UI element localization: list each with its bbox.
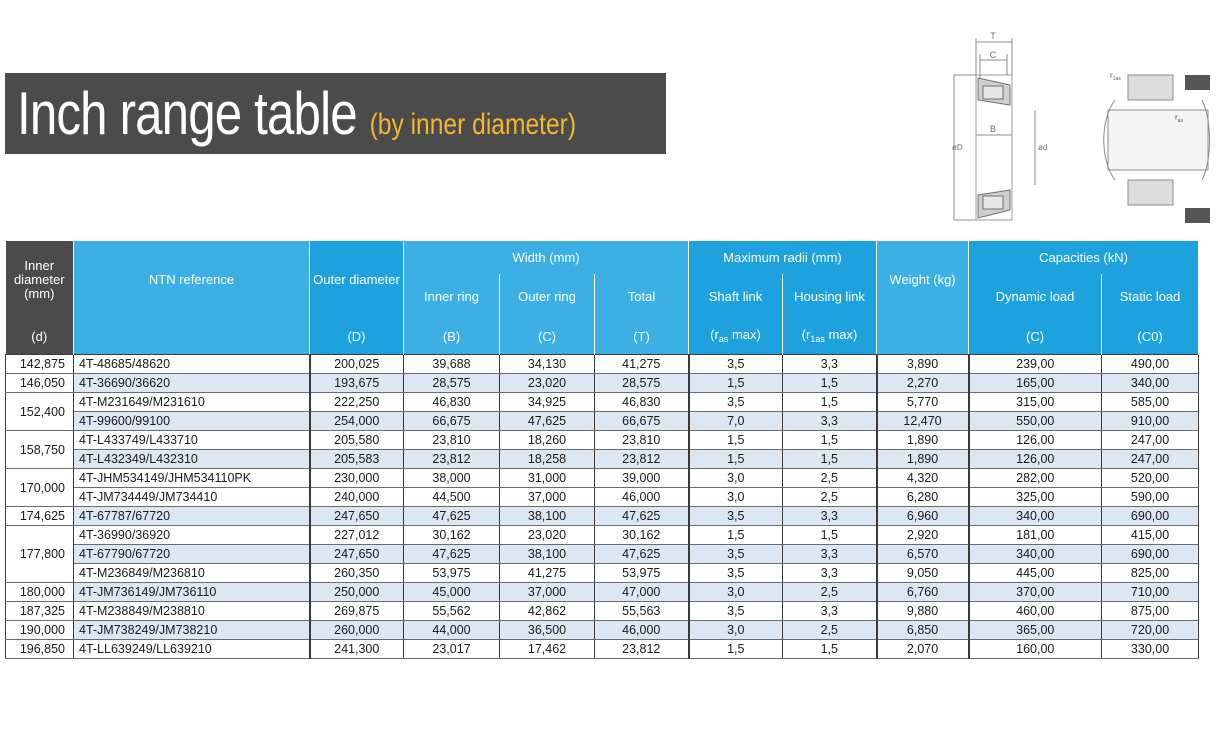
cell-outer-diameter: 205,583 bbox=[310, 450, 404, 469]
col-inner-diameter: Inner diameter (mm) bbox=[6, 241, 74, 319]
roller-top bbox=[978, 78, 1010, 105]
col-static-load: Static load bbox=[1102, 274, 1199, 319]
cell-housing-link: 3,3 bbox=[783, 545, 877, 564]
cell-outer-diameter: 227,012 bbox=[310, 526, 404, 545]
col-inner-ring: Inner ring bbox=[404, 274, 500, 319]
cell-outer-diameter: 240,000 bbox=[310, 488, 404, 507]
cell-outer-diameter: 247,650 bbox=[310, 545, 404, 564]
page-title bbox=[17, 73, 576, 165]
cell-static-load: 247,00 bbox=[1102, 450, 1199, 469]
cell-weight: 6,570 bbox=[877, 545, 969, 564]
cell-ntn-reference: 4T-67790/67720 bbox=[74, 545, 310, 564]
cell-static-load: 910,00 bbox=[1102, 412, 1199, 431]
cell-outer-diameter: 250,000 bbox=[310, 583, 404, 602]
cell-housing-link: 3,3 bbox=[783, 412, 877, 431]
cell-shaft-link: 3,5 bbox=[689, 393, 783, 412]
table-row bbox=[6, 564, 1199, 583]
cell-inner-ring: 39,688 bbox=[404, 355, 500, 374]
col-shaft-link: Shaft link bbox=[689, 274, 783, 319]
cell-static-load: 490,00 bbox=[1102, 355, 1199, 374]
title-subtitle: (by inner diameter) bbox=[369, 108, 577, 141]
col-group-capacities: Capacities (kN) bbox=[969, 241, 1199, 274]
cell-ntn-reference: 4T-48685/48620 bbox=[74, 355, 310, 374]
cell-shaft-link: 1,5 bbox=[689, 640, 783, 659]
cell-weight: 2,270 bbox=[877, 374, 969, 393]
col-outer-ring: Outer ring bbox=[500, 274, 595, 319]
cell-shaft-link: 3,5 bbox=[689, 355, 783, 374]
cell-dynamic-load: 340,00 bbox=[969, 507, 1102, 526]
cell-dynamic-load: 365,00 bbox=[969, 621, 1102, 640]
cell-outer-ring: 31,000 bbox=[500, 469, 595, 488]
cell-total: 55,563 bbox=[595, 602, 689, 621]
cell-static-load: 520,00 bbox=[1102, 469, 1199, 488]
sym-empty bbox=[74, 319, 310, 355]
cell-inner-diameter: 180,000 bbox=[6, 583, 74, 602]
cell-inner-diameter: 158,750 bbox=[6, 431, 74, 469]
cell-total: 53,975 bbox=[595, 564, 689, 583]
cell-shaft-link: 1,5 bbox=[689, 374, 783, 393]
cell-housing-link: 2,5 bbox=[783, 488, 877, 507]
cell-outer-ring: 38,100 bbox=[500, 545, 595, 564]
cell-housing-link: 3,3 bbox=[783, 507, 877, 526]
sym-dynamic: (C) bbox=[969, 319, 1102, 355]
cell-dynamic-load: 165,00 bbox=[969, 374, 1102, 393]
cell-inner-diameter: 152,400 bbox=[6, 393, 74, 431]
cell-dynamic-load: 340,00 bbox=[969, 545, 1102, 564]
sym-t: (T) bbox=[595, 319, 689, 355]
table-row bbox=[6, 450, 1199, 469]
cell-total: 30,162 bbox=[595, 526, 689, 545]
cell-static-load: 690,00 bbox=[1102, 545, 1199, 564]
cell-outer-ring: 18,258 bbox=[500, 450, 595, 469]
cell-total: 28,575 bbox=[595, 374, 689, 393]
cell-outer-ring: 23,020 bbox=[500, 526, 595, 545]
cell-shaft-link: 3,5 bbox=[689, 602, 783, 621]
cell-static-load: 415,00 bbox=[1102, 526, 1199, 545]
cell-weight: 3,890 bbox=[877, 355, 969, 374]
cell-ntn-reference: 4T-JM734449/JM734410 bbox=[74, 488, 310, 507]
cell-housing-link: 1,5 bbox=[783, 374, 877, 393]
col-dynamic-load: Dynamic load bbox=[969, 274, 1102, 319]
cell-total: 46,000 bbox=[595, 488, 689, 507]
cell-weight: 6,960 bbox=[877, 507, 969, 526]
cell-outer-diameter: 200,025 bbox=[310, 355, 404, 374]
cell-dynamic-load: 315,00 bbox=[969, 393, 1102, 412]
cell-total: 41,275 bbox=[595, 355, 689, 374]
table-row bbox=[6, 393, 1199, 412]
cell-weight: 2,920 bbox=[877, 526, 969, 545]
cell-shaft-link: 3,5 bbox=[689, 507, 783, 526]
cell-ntn-reference: 4T-L432349/L432310 bbox=[74, 450, 310, 469]
cell-dynamic-load: 370,00 bbox=[969, 583, 1102, 602]
col-weight: Weight (kg) bbox=[877, 241, 969, 319]
cell-housing-link: 1,5 bbox=[783, 431, 877, 450]
cell-ntn-reference: 4T-JHM534149/JHM534110PK bbox=[74, 469, 310, 488]
cell-outer-diameter: 269,875 bbox=[310, 602, 404, 621]
table-row bbox=[6, 431, 1199, 450]
sym-d: (d) bbox=[6, 319, 74, 355]
cell-weight: 5,770 bbox=[877, 393, 969, 412]
cell-inner-ring: 46,830 bbox=[404, 393, 500, 412]
mounting-diagram bbox=[1104, 75, 1210, 223]
cell-weight: 1,890 bbox=[877, 450, 969, 469]
table-row bbox=[6, 545, 1199, 564]
cell-total: 46,000 bbox=[595, 621, 689, 640]
cell-ntn-reference: 4T-67787/67720 bbox=[74, 507, 310, 526]
cell-weight: 9,880 bbox=[877, 602, 969, 621]
cell-dynamic-load: 282,00 bbox=[969, 469, 1102, 488]
cell-inner-ring: 44,000 bbox=[404, 621, 500, 640]
cell-ntn-reference: 4T-36690/36620 bbox=[74, 374, 310, 393]
cell-outer-ring: 41,275 bbox=[500, 564, 595, 583]
diagram-label-t: T bbox=[990, 31, 996, 41]
cell-total: 66,675 bbox=[595, 412, 689, 431]
sym-ras: ($r_{as}$ max) bbox=[689, 319, 783, 355]
sym-outer-d: (D) bbox=[310, 319, 404, 355]
cell-housing-link: 1,5 bbox=[783, 640, 877, 659]
table-row bbox=[6, 412, 1199, 431]
cell-outer-diameter: 241,300 bbox=[310, 640, 404, 659]
cell-outer-diameter: 260,000 bbox=[310, 621, 404, 640]
cell-static-load: 247,00 bbox=[1102, 431, 1199, 450]
table-row bbox=[6, 583, 1199, 602]
cell-dynamic-load: 460,00 bbox=[969, 602, 1102, 621]
cell-total: 47,000 bbox=[595, 583, 689, 602]
cell-inner-ring: 45,000 bbox=[404, 583, 500, 602]
col-total: Total bbox=[595, 274, 689, 319]
diagram-label-r1as: $r_{1as}$ bbox=[1110, 71, 1121, 82]
cell-static-load: 690,00 bbox=[1102, 507, 1199, 526]
cell-housing-link: 3,3 bbox=[783, 564, 877, 583]
cell-outer-ring: 17,462 bbox=[500, 640, 595, 659]
cell-static-load: 340,00 bbox=[1102, 374, 1199, 393]
cell-outer-ring: 23,020 bbox=[500, 374, 595, 393]
cell-inner-ring: 23,017 bbox=[404, 640, 500, 659]
cell-dynamic-load: 160,00 bbox=[969, 640, 1102, 659]
cell-total: 39,000 bbox=[595, 469, 689, 488]
table-body bbox=[6, 355, 1199, 659]
table-row bbox=[6, 507, 1199, 526]
table-row bbox=[6, 621, 1199, 640]
cell-static-load: 720,00 bbox=[1102, 621, 1199, 640]
cell-ntn-reference: 4T-JM738249/JM738210 bbox=[74, 621, 310, 640]
title-banner bbox=[5, 73, 666, 154]
cell-inner-ring: 23,810 bbox=[404, 431, 500, 450]
cell-outer-diameter: 260,350 bbox=[310, 564, 404, 583]
cell-shaft-link: 7,0 bbox=[689, 412, 783, 431]
cell-inner-ring: 28,575 bbox=[404, 374, 500, 393]
col-ntn-reference: NTN reference bbox=[74, 241, 310, 319]
cell-shaft-link: 1,5 bbox=[689, 450, 783, 469]
diagram-label-b: B bbox=[989, 124, 997, 134]
table-row bbox=[6, 526, 1199, 545]
cell-total: 23,810 bbox=[595, 431, 689, 450]
cell-inner-diameter: 174,625 bbox=[6, 507, 74, 526]
cell-ntn-reference: 4T-JM736149/JM736110 bbox=[74, 583, 310, 602]
cell-housing-link: 2,5 bbox=[783, 621, 877, 640]
cell-inner-ring: 66,675 bbox=[404, 412, 500, 431]
cell-outer-diameter: 222,250 bbox=[310, 393, 404, 412]
cell-shaft-link: 3,5 bbox=[689, 564, 783, 583]
cell-shaft-link: 3,5 bbox=[689, 545, 783, 564]
cell-static-load: 710,00 bbox=[1102, 583, 1199, 602]
col-group-width: Width (mm) bbox=[404, 241, 689, 274]
cell-weight: 2,070 bbox=[877, 640, 969, 659]
cell-total: 47,625 bbox=[595, 507, 689, 526]
cell-dynamic-load: 239,00 bbox=[969, 355, 1102, 374]
table-row bbox=[6, 488, 1199, 507]
cell-inner-ring: 38,000 bbox=[404, 469, 500, 488]
cell-outer-diameter: 205,580 bbox=[310, 431, 404, 450]
cell-inner-diameter: 170,000 bbox=[6, 469, 74, 507]
cell-outer-diameter: 254,000 bbox=[310, 412, 404, 431]
col-group-radii: Maximum radii (mm) bbox=[689, 241, 877, 274]
cell-inner-ring: 55,562 bbox=[404, 602, 500, 621]
cell-static-load: 590,00 bbox=[1102, 488, 1199, 507]
cell-outer-ring: 18,260 bbox=[500, 431, 595, 450]
cell-outer-diameter: 230,000 bbox=[310, 469, 404, 488]
cell-ntn-reference: 4T-L433749/L433710 bbox=[74, 431, 310, 450]
table-row bbox=[6, 469, 1199, 488]
cell-weight: 6,280 bbox=[877, 488, 969, 507]
cell-outer-ring: 37,000 bbox=[500, 583, 595, 602]
cell-dynamic-load: 126,00 bbox=[969, 431, 1102, 450]
cell-outer-ring: 47,625 bbox=[500, 412, 595, 431]
cell-total: 23,812 bbox=[595, 640, 689, 659]
cell-housing-link: 2,5 bbox=[783, 469, 877, 488]
cell-total: 23,812 bbox=[595, 450, 689, 469]
cell-inner-ring: 44,500 bbox=[404, 488, 500, 507]
sym-c: (C) bbox=[500, 319, 595, 355]
cell-static-load: 585,00 bbox=[1102, 393, 1199, 412]
cell-outer-diameter: 193,675 bbox=[310, 374, 404, 393]
cell-ntn-reference: 4T-LL639249/LL639210 bbox=[74, 640, 310, 659]
cell-housing-link: 1,5 bbox=[783, 450, 877, 469]
sym-weight-empty bbox=[877, 319, 969, 355]
cell-shaft-link: 1,5 bbox=[689, 431, 783, 450]
cell-inner-ring: 23,812 bbox=[404, 450, 500, 469]
cell-ntn-reference: 4T-36990/36920 bbox=[74, 526, 310, 545]
cell-total: 47,625 bbox=[595, 545, 689, 564]
cell-outer-ring: 42,862 bbox=[500, 602, 595, 621]
table-row bbox=[6, 640, 1199, 659]
cell-static-load: 825,00 bbox=[1102, 564, 1199, 583]
cell-shaft-link: 3,0 bbox=[689, 621, 783, 640]
diagram-label-ras: $r_{as}$ bbox=[1175, 113, 1183, 124]
cell-weight: 4,320 bbox=[877, 469, 969, 488]
cell-inner-ring: 53,975 bbox=[404, 564, 500, 583]
cell-static-load: 330,00 bbox=[1102, 640, 1199, 659]
cell-housing-link: 2,5 bbox=[783, 583, 877, 602]
cell-ntn-reference: 4T-99600/99100 bbox=[74, 412, 310, 431]
roller-bottom bbox=[978, 190, 1010, 218]
cell-housing-link: 1,5 bbox=[783, 393, 877, 412]
sym-static: (C0) bbox=[1102, 319, 1199, 355]
cell-static-load: 875,00 bbox=[1102, 602, 1199, 621]
cell-dynamic-load: 126,00 bbox=[969, 450, 1102, 469]
diagram-label-inner-d: ød bbox=[1038, 143, 1048, 152]
cell-inner-diameter: 196,850 bbox=[6, 640, 74, 659]
cell-housing-link: 3,3 bbox=[783, 602, 877, 621]
cell-weight: 9,050 bbox=[877, 564, 969, 583]
diagram-label-outer-d: øD bbox=[952, 143, 963, 152]
cell-housing-link: 3,3 bbox=[783, 355, 877, 374]
cell-ntn-reference: 4T-M238849/M238810 bbox=[74, 602, 310, 621]
cell-outer-diameter: 247,650 bbox=[310, 507, 404, 526]
cell-ntn-reference: 4T-M236849/M236810 bbox=[74, 564, 310, 583]
cell-outer-ring: 34,925 bbox=[500, 393, 595, 412]
cell-inner-diameter: 177,800 bbox=[6, 526, 74, 583]
cell-inner-diameter: 190,000 bbox=[6, 621, 74, 640]
cell-weight: 1,890 bbox=[877, 431, 969, 450]
diagram-label-c: C bbox=[989, 50, 997, 60]
cell-outer-ring: 36,500 bbox=[500, 621, 595, 640]
table-row bbox=[6, 374, 1199, 393]
cell-inner-ring: 47,625 bbox=[404, 545, 500, 564]
cell-weight: 6,760 bbox=[877, 583, 969, 602]
title-main-text: Inch range table bbox=[17, 80, 357, 147]
cell-dynamic-load: 445,00 bbox=[969, 564, 1102, 583]
cell-outer-ring: 37,000 bbox=[500, 488, 595, 507]
cell-inner-ring: 47,625 bbox=[404, 507, 500, 526]
cell-inner-ring: 30,162 bbox=[404, 526, 500, 545]
cell-inner-diameter: 187,325 bbox=[6, 602, 74, 621]
cell-dynamic-load: 325,00 bbox=[969, 488, 1102, 507]
cell-weight: 12,470 bbox=[877, 412, 969, 431]
bearing-table bbox=[5, 241, 1199, 659]
sym-b: (B) bbox=[404, 319, 500, 355]
cell-weight: 6,850 bbox=[877, 621, 969, 640]
col-housing-link: Housing link bbox=[783, 274, 877, 319]
cell-shaft-link: 3,0 bbox=[689, 469, 783, 488]
col-outer-diameter: Outer diameter bbox=[310, 241, 404, 319]
cell-housing-link: 1,5 bbox=[783, 526, 877, 545]
cell-dynamic-load: 181,00 bbox=[969, 526, 1102, 545]
cell-total: 46,830 bbox=[595, 393, 689, 412]
cell-outer-ring: 38,100 bbox=[500, 507, 595, 526]
cell-inner-diameter: 146,050 bbox=[6, 374, 74, 393]
cell-shaft-link: 3,0 bbox=[689, 583, 783, 602]
cell-dynamic-load: 550,00 bbox=[969, 412, 1102, 431]
cell-inner-diameter: 142,875 bbox=[6, 355, 74, 374]
cell-ntn-reference: 4T-M231649/M231610 bbox=[74, 393, 310, 412]
table-row bbox=[6, 355, 1199, 374]
bearing-diagram bbox=[950, 30, 1220, 225]
cell-shaft-link: 3,0 bbox=[689, 488, 783, 507]
cell-outer-ring: 34,130 bbox=[500, 355, 595, 374]
table-row bbox=[6, 602, 1199, 621]
sym-r1as: ($r_{1as}$ max) bbox=[783, 319, 877, 355]
cell-shaft-link: 1,5 bbox=[689, 526, 783, 545]
